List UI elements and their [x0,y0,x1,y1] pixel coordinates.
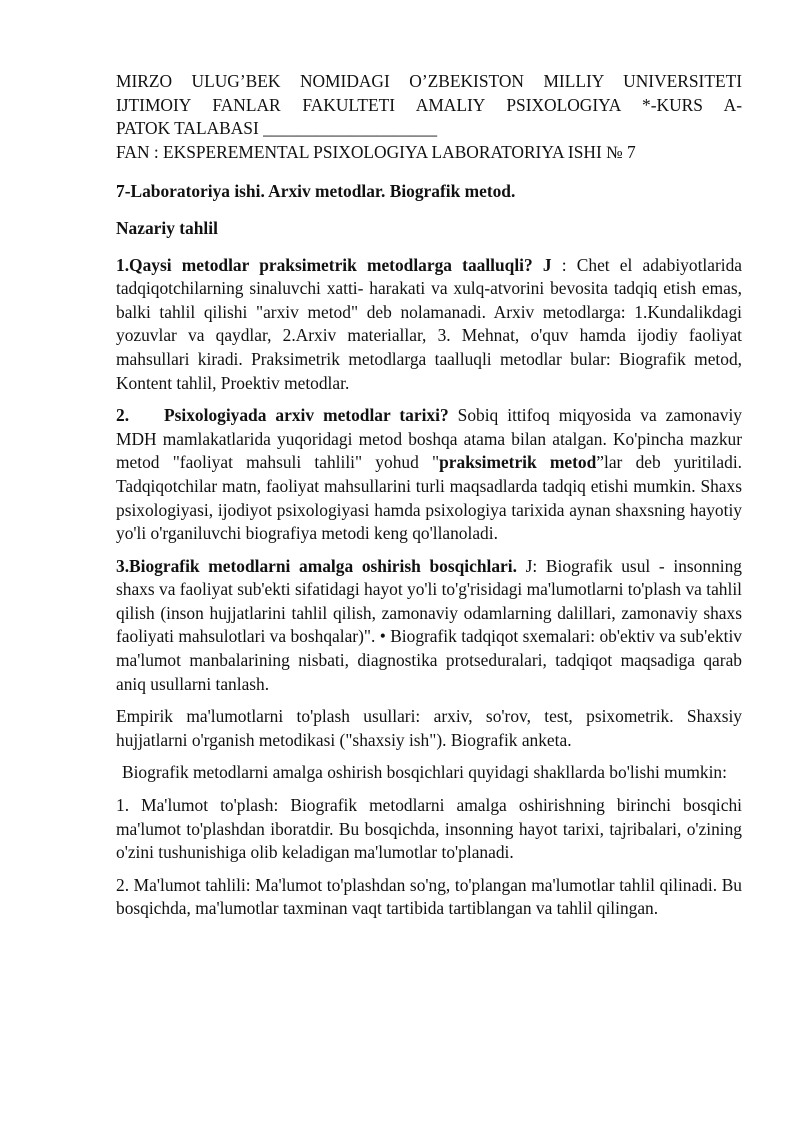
question-2-number: 2. [116,405,130,426]
question-2-text: Psixologiyada arxiv metodlar tarixi? [164,405,449,426]
question-1-text: 1.Qaysi metodlar praksimetrik metodlarga taalluqli? J [116,254,552,275]
stage-2-paragraph: 2. Ma'lumot tahlili: Ma'lumot to'plashdan so'ng, to'plangan ma'lumotlar tahlil qilinadi. Bu bosqichda, ma'lumotlar taxminan vaqt tartibida tartiblangan va tahlil qilingan. [116,874,742,919]
stage-1-paragraph: 1. Ma'lumot to'plash: Biografik metodlarni amalga oshirishning birinchi bosqichi ma'lumot to'plashdan iboratdir. Bu bosqichda, insonning hayot tarixi, tajribalari, o'zining o'zini tushunishiga olib keladigan ma'lumotlar to'planadi. [116,795,742,863]
question-3-paragraph [116,555,742,697]
document-header [116,70,742,164]
header-university-line: MIRZO ULUG’BEK NOMIDAGI O’ZBEKISTON MILLIY UNIVERSITETI [116,71,742,91]
document-page [116,70,742,930]
question-2-answer-part1: Sobiq ittifoq miqyosida va zamonaviy MDH mamlakatlarida yuqoridagi metod boshqa atama bilan atalgan. Ko'pincha mazkur metod "faoliyat mahsuli tahlili" yohud " [116,405,742,473]
question-3-text: 3.Biografik metodlarni amalga oshirish bosqichlari. [116,555,517,576]
question-1-answer: : Chet el adabiyotlarida tadqiqotchilarning sinaluvchi xatti- harakati va xulq-atvorini bevosita tadqiq etish emas, balki tahlil qilishi "arxiv metod" deb nolamanadi. Arxiv metodlarga: 1.Kundalikdagi yozuvlar va qaydlar, 2.Arxiv materiallar, 3. Mehnat, o'quv hamda ijodiy faoliyat mahsullari kiradi. Praksimetrik metodlarga taalluqli metodlar bular: Biografik metod, Kontent tahlil, Proektiv metodlar. [116,254,742,393]
lab-title: 7-Laboratoriya ishi. Arxiv metodlar. Biografik metod. [116,181,516,202]
section-subtitle: Nazariy tahlil [116,217,218,238]
empirik-methods-paragraph: Empirik ma'lumotlarni to'plash usullari: arxiv, so'rov, test, psixometrik. Shaxsiy hujjatlarni o'rganish metodikasi ("shaxsiy ish"). Biografik anketa. [116,706,742,750]
header-subject-line: FAN : EKSPEREMENTAL PSIXOLOGIYA LABORATORIYA ISHI № 7 [116,141,636,162]
question-2-answer-part2: ”lar deb yuritiladi. Tadqiqotchilar matn, faoliyat mahsullarini turli maqsadlarda tadqiq etishi mumkin. Shaxs psixologiyasi, ijodiyot psixologiyasi hamda psixologiya tarixida aynan shaxsning hayotiy yo'li o'rganiluvchi biografiya metodi keng qo'llanoladi. [116,452,742,544]
question-2-answer-bold: praksimetrik metod [439,452,597,473]
question-1-paragraph [116,254,742,396]
question-2-paragraph [116,404,742,546]
header-student-line: PATOK TALABASI ____________________ [116,118,438,139]
question-3-answer: J: Biografik usul - insonning shaxs va faoliyat sub'ekti sifatidagi hayot yo'li to'g'risidagi ma'lumotlarni to'plash va tahlil qilish (inson hujjatlarini tahlil qilish, zamonaviy odamlarning dalillari, zamonaviy shaxs faoliyati mahsulotlari va boshqalar)". • Biografik tadqiqot sxemalari: ob'ektiv va sub'ektiv ma'lumot manbalarining nisbati, diagnostika protseduralari, tadqiqot maqsadiga qarab aniq usullarni tanlash. [116,555,742,694]
stages-intro-paragraph: Biografik metodlarni amalga oshirish bosqichlari quyidagi shakllarda bo'lishi mumkin: [122,762,727,783]
header-faculty-line: IJTIMOIY FANLAR FAKULTETI AMALIY PSIXOLOGIYA *-KURS A- [116,94,742,115]
